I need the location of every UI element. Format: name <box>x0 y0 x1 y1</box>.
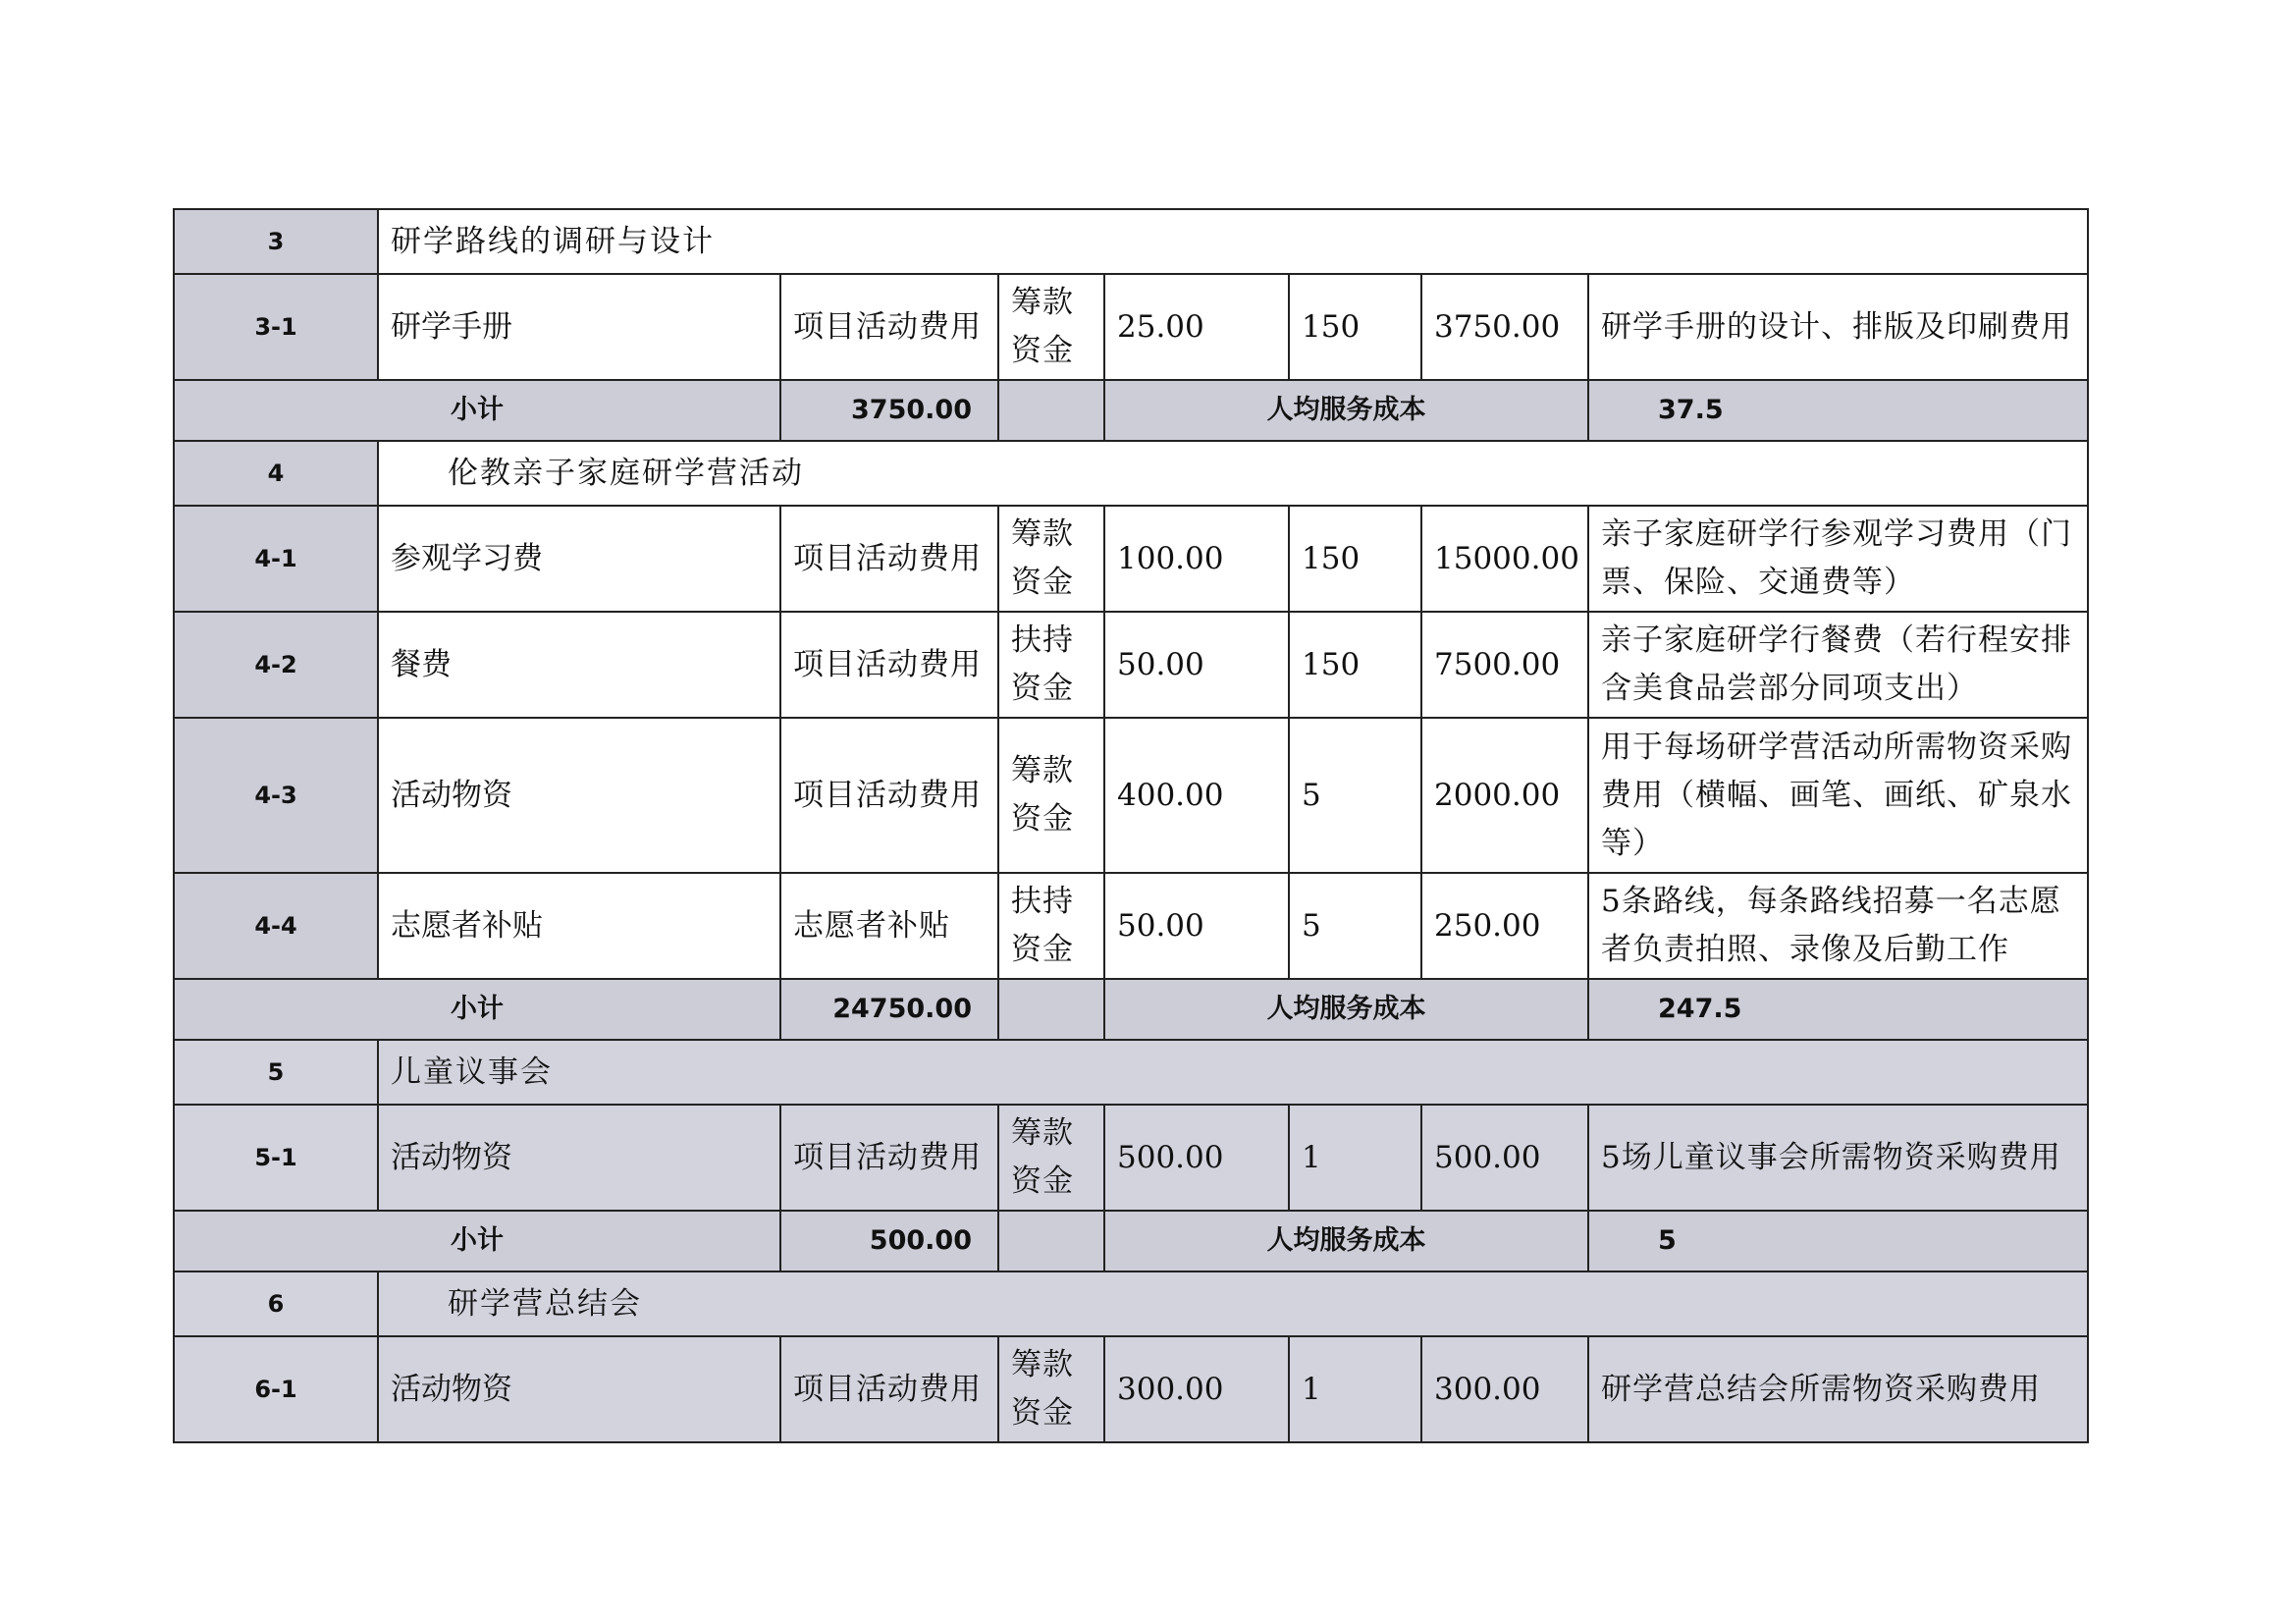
item-qty: 150 <box>1289 612 1421 718</box>
budget-table <box>173 208 2089 1443</box>
item-type: 项目活动费用 <box>780 1105 998 1211</box>
item-price: 50.00 <box>1104 612 1289 718</box>
item-price: 25.00 <box>1104 274 1289 380</box>
item-price: 300.00 <box>1104 1336 1289 1442</box>
item-name: 志愿者补贴 <box>378 873 780 979</box>
section-title: 儿童议事会 <box>378 1040 2088 1105</box>
item-total: 250.00 <box>1421 873 1588 979</box>
section-title: 伦教亲子家庭研学营活动 <box>378 441 2088 506</box>
per-capita-label: 人均服务成本 <box>1104 979 1588 1040</box>
subtotal-amount: 24750.00 <box>780 979 998 1040</box>
item-total: 500.00 <box>1421 1105 1588 1211</box>
item-note: 研学营总结会所需物资采购费用 <box>1588 1336 2088 1442</box>
item-type: 项目活动费用 <box>780 612 998 718</box>
item-total: 300.00 <box>1421 1336 1588 1442</box>
item-fund: 扶持资金 <box>998 873 1104 979</box>
item-total: 7500.00 <box>1421 612 1588 718</box>
table-row <box>174 718 2088 873</box>
subtotal-label: 小计 <box>174 979 780 1040</box>
per-capita-value: 5 <box>1588 1211 2088 1271</box>
item-qty: 150 <box>1289 506 1421 612</box>
per-capita-label: 人均服务成本 <box>1104 380 1588 441</box>
item-fund: 筹款资金 <box>998 1105 1104 1211</box>
item-qty: 1 <box>1289 1105 1421 1211</box>
section-row-6 <box>174 1271 2088 1336</box>
item-name: 餐费 <box>378 612 780 718</box>
item-price: 400.00 <box>1104 718 1289 873</box>
item-type: 项目活动费用 <box>780 274 998 380</box>
per-capita-label: 人均服务成本 <box>1104 1211 1588 1271</box>
item-number: 6-1 <box>174 1336 378 1442</box>
item-number: 3-1 <box>174 274 378 380</box>
item-price: 100.00 <box>1104 506 1289 612</box>
section-row-5 <box>174 1040 2088 1105</box>
table-row <box>174 506 2088 612</box>
item-total: 3750.00 <box>1421 274 1588 380</box>
table-row <box>174 1336 2088 1442</box>
per-capita-value: 247.5 <box>1588 979 2088 1040</box>
item-fund: 筹款资金 <box>998 274 1104 380</box>
section-title: 研学营总结会 <box>378 1271 2088 1336</box>
item-price: 500.00 <box>1104 1105 1289 1211</box>
subtotal-row <box>174 1211 2088 1271</box>
section-number: 3 <box>174 209 378 274</box>
item-type: 项目活动费用 <box>780 1336 998 1442</box>
item-type: 项目活动费用 <box>780 506 998 612</box>
subtotal-empty <box>998 380 1104 441</box>
section-number: 4 <box>174 441 378 506</box>
item-number: 4-1 <box>174 506 378 612</box>
item-note: 亲子家庭研学行参观学习费用（门票、保险、交通费等） <box>1588 506 2088 612</box>
subtotal-row <box>174 380 2088 441</box>
item-note: 用于每场研学营活动所需物资采购费用（横幅、画笔、画纸、矿泉水等） <box>1588 718 2088 873</box>
item-note: 亲子家庭研学行餐费（若行程安排含美食品尝部分同项支出） <box>1588 612 2088 718</box>
item-number: 4-3 <box>174 718 378 873</box>
item-total: 2000.00 <box>1421 718 1588 873</box>
item-name: 活动物资 <box>378 1105 780 1211</box>
subtotal-amount: 500.00 <box>780 1211 998 1271</box>
item-note: 5场儿童议事会所需物资采购费用 <box>1588 1105 2088 1211</box>
per-capita-value: 37.5 <box>1588 380 2088 441</box>
item-name: 活动物资 <box>378 1336 780 1442</box>
item-number: 5-1 <box>174 1105 378 1211</box>
item-qty: 5 <box>1289 873 1421 979</box>
table-row <box>174 612 2088 718</box>
item-fund: 扶持资金 <box>998 612 1104 718</box>
subtotal-label: 小计 <box>174 1211 780 1271</box>
subtotal-row <box>174 979 2088 1040</box>
table-row <box>174 274 2088 380</box>
section-number: 6 <box>174 1271 378 1336</box>
table-row <box>174 873 2088 979</box>
item-qty: 150 <box>1289 274 1421 380</box>
item-note: 研学手册的设计、排版及印刷费用 <box>1588 274 2088 380</box>
item-name: 研学手册 <box>378 274 780 380</box>
item-type: 志愿者补贴 <box>780 873 998 979</box>
section-row-3 <box>174 209 2088 274</box>
item-fund: 筹款资金 <box>998 506 1104 612</box>
subtotal-label: 小计 <box>174 380 780 441</box>
item-fund: 筹款资金 <box>998 718 1104 873</box>
item-fund: 筹款资金 <box>998 1336 1104 1442</box>
item-price: 50.00 <box>1104 873 1289 979</box>
subtotal-empty <box>998 979 1104 1040</box>
table-row <box>174 1105 2088 1211</box>
item-type: 项目活动费用 <box>780 718 998 873</box>
item-number: 4-4 <box>174 873 378 979</box>
section-row-4 <box>174 441 2088 506</box>
subtotal-empty <box>998 1211 1104 1271</box>
item-qty: 1 <box>1289 1336 1421 1442</box>
item-qty: 5 <box>1289 718 1421 873</box>
section-title: 研学路线的调研与设计 <box>378 209 2088 274</box>
subtotal-amount: 3750.00 <box>780 380 998 441</box>
item-note: 5条路线，每条路线招募一名志愿者负责拍照、录像及后勤工作 <box>1588 873 2088 979</box>
section-number: 5 <box>174 1040 378 1105</box>
item-number: 4-2 <box>174 612 378 718</box>
item-name: 活动物资 <box>378 718 780 873</box>
item-total: 15000.00 <box>1421 506 1588 612</box>
item-name: 参观学习费 <box>378 506 780 612</box>
